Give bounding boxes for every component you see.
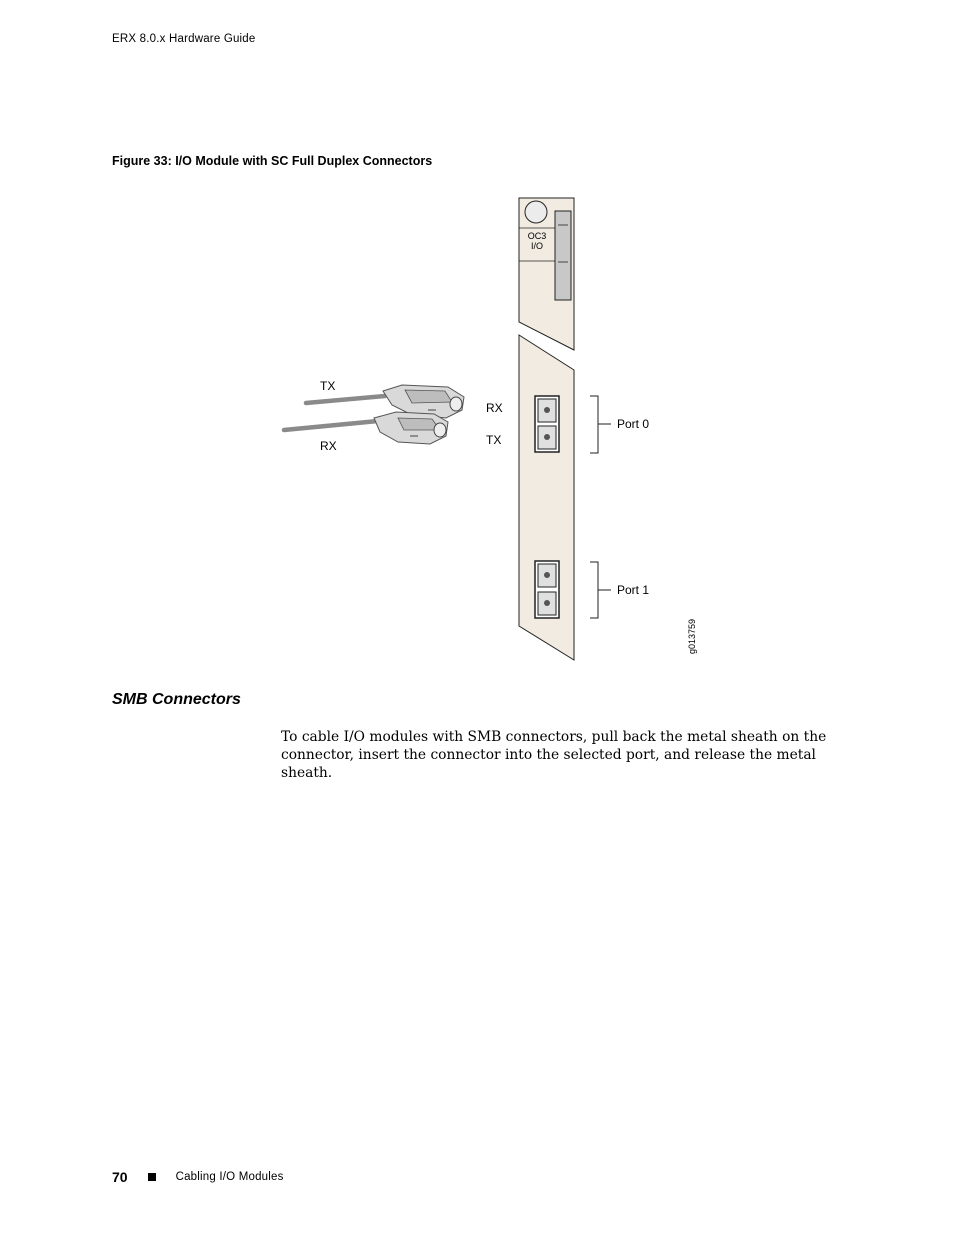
port0-bracket [590, 396, 611, 453]
cable-label-rx: RX [320, 439, 337, 453]
port0-connector [535, 396, 559, 452]
figure-caption: Figure 33: I/O Module with SC Full Duplex Connectors [112, 154, 433, 168]
running-header: ERX 8.0.x Hardware Guide [112, 33, 256, 45]
footer-square-bullet [148, 1173, 156, 1181]
module-upper-section [519, 198, 574, 350]
port-label-rx: RX [486, 401, 503, 415]
module-label-line1: OC3 [527, 231, 547, 241]
page-number: 70 [112, 1169, 128, 1185]
cable-label-tx: TX [320, 379, 336, 393]
footer-section-title: Cabling I/O Modules [175, 1171, 284, 1183]
port1-label: Port 1 [617, 583, 650, 597]
graphic-id: g013759 [687, 618, 697, 654]
port1-bracket [590, 562, 611, 618]
page-footer [112, 1169, 284, 1185]
sc-duplex-cable [284, 385, 464, 444]
port0-label: Port 0 [617, 417, 650, 431]
port1-connector [535, 561, 559, 618]
ejector-lever [555, 211, 571, 300]
port-label-tx: TX [486, 433, 502, 447]
led-indicator [525, 201, 547, 223]
module-label-line2: I/O [530, 241, 544, 251]
section-heading: SMB Connectors [112, 691, 241, 708]
body-paragraph: To cable I/O modules with SMB connectors, pull back the metal sheath on the connector, insert the connector into the selected port, and release the metal sheath. [281, 729, 827, 781]
